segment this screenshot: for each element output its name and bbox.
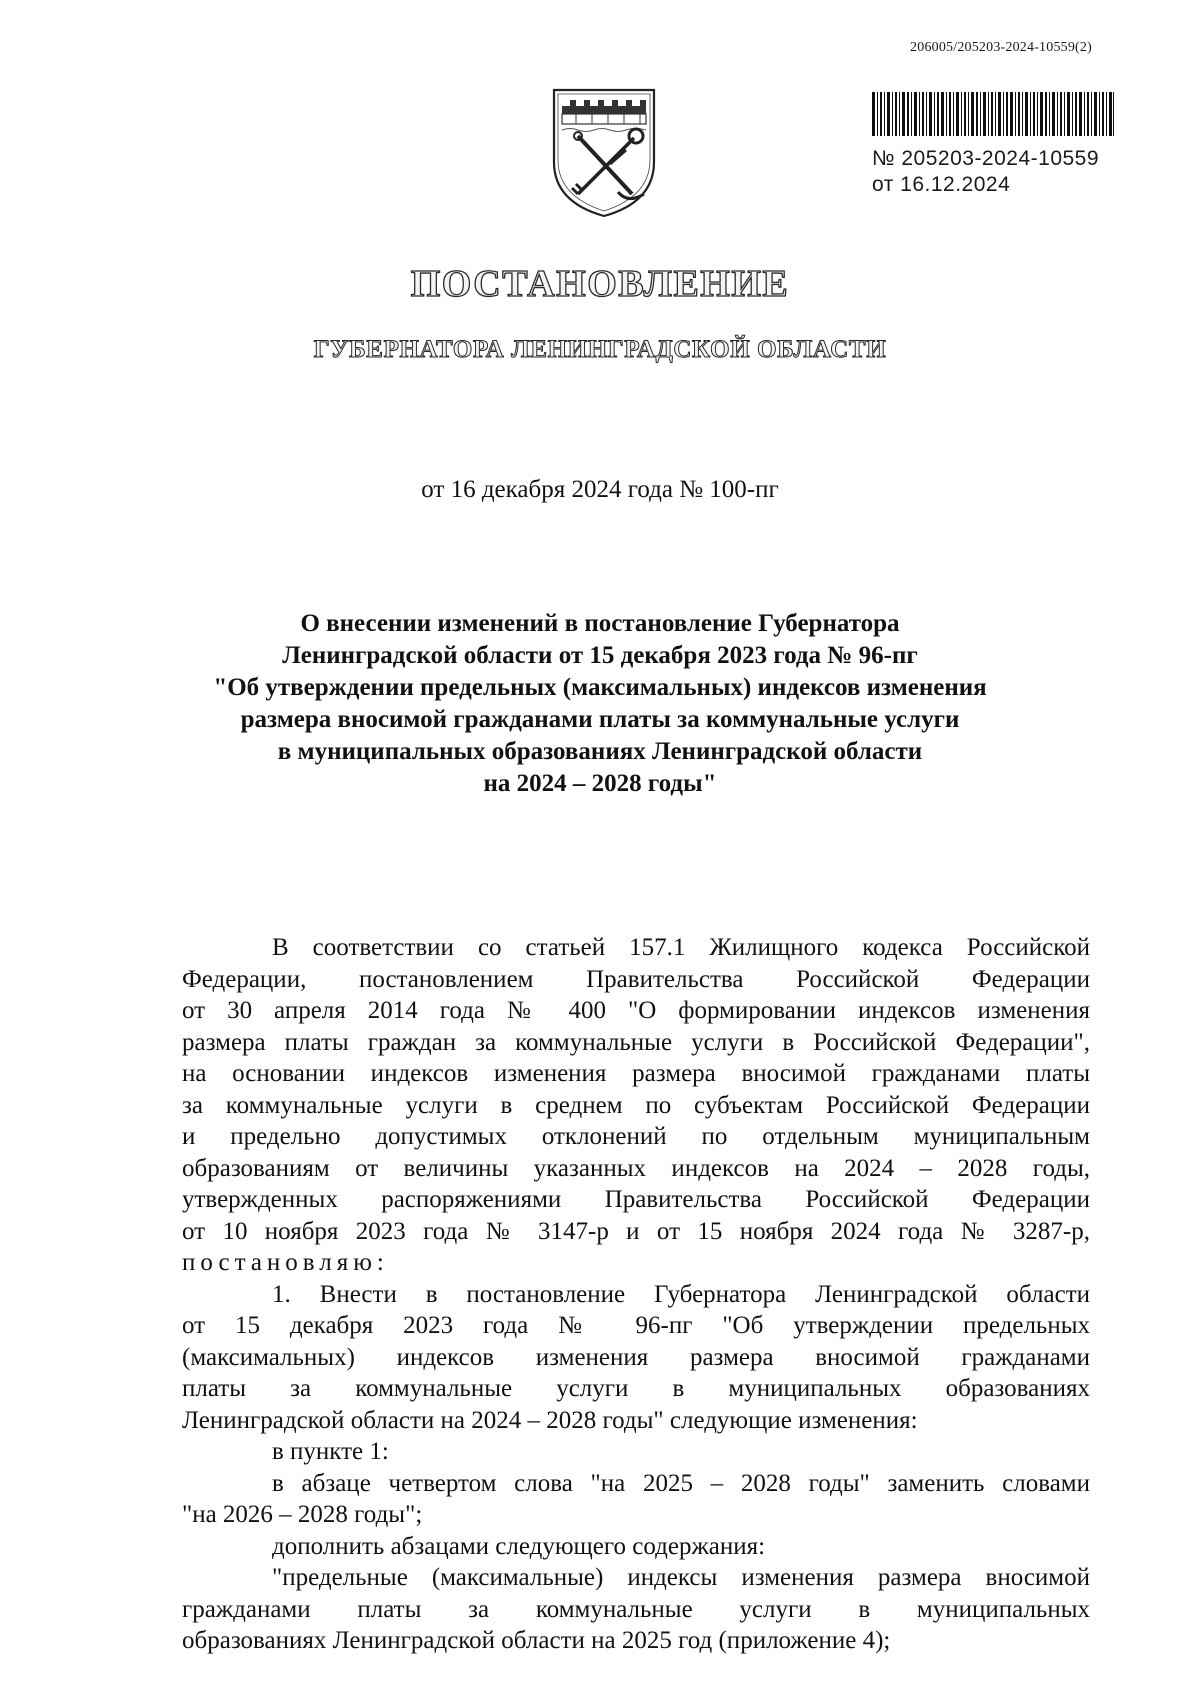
title-line: "Об утверждении предельных (максимальных) индексов изменения (213, 674, 987, 701)
title-line: на 2024 – 2028 годы" (483, 770, 717, 797)
quoted-paragraph (182, 1562, 1090, 1657)
preamble-line: за коммунальные услуги в среднем по субъектам Российской Федерации (182, 1091, 1090, 1119)
preamble-line: от 10 ноября 2023 года № 3147-р и от 15 ноября 2024 года № 3287-р, (182, 1217, 1090, 1245)
item-line: (максимальных) индексов изменения размера вносимой гражданами (182, 1343, 1090, 1371)
coat-of-arms-emblem (548, 84, 660, 220)
preamble-line: Федерации, постановлением Правительства Российской Федерации (182, 965, 1090, 993)
quote-line: гражданами платы за коммунальные услуги в муниципальных (182, 1595, 1090, 1623)
change-line: в абзаце четвертом слова "на 2025 – 2028 годы" заменить словами (272, 1469, 1090, 1497)
resolve-word: постановляю: (182, 1249, 389, 1276)
paragraph-4-change (182, 1468, 1090, 1531)
title-line: в муниципальных образованиях Ленинградской области (277, 738, 923, 765)
preamble-line: образованиям от величины указанных индексов на 2024 – 2028 годы, (182, 1154, 1090, 1182)
item-line: Ленинградской области на 2024 – 2028 годы" следующие изменения: (182, 1406, 918, 1434)
registration-date: от 16.12.2024 (872, 173, 1011, 196)
title-line: размера вносимой гражданами платы за коммунальные услуги (240, 706, 960, 733)
registration-block (872, 146, 1099, 198)
preamble-paragraph (182, 932, 1090, 1279)
item-line: платы за коммунальные услуги в муниципальных образованиях (182, 1375, 1090, 1402)
add-paragraphs-line: дополнить абзацами следующего содержания: (272, 1532, 766, 1560)
quote-line: образованиях Ленинградской области на 2025 год (приложение 4); (182, 1627, 891, 1654)
document-id: 206005/205203-2024-10559(2) (910, 40, 1092, 55)
preamble-line: В соответствии со статьей 157.1 Жилищного кодекса Российской (272, 934, 1090, 961)
preamble-line: от 30 апреля 2014 года № 400 "О формировании индексов изменения (182, 997, 1090, 1024)
in-point-1: в пункте 1: (272, 1438, 389, 1465)
item-1-paragraph (182, 1279, 1090, 1437)
document-type-heading: ПОСТАНОВЛЕНИЕ (410, 263, 790, 305)
preamble-line: на основании индексов изменения размера вносимой гражданами платы (182, 1060, 1090, 1087)
registration-number: № 205203-2024-10559 (872, 147, 1100, 170)
document-date-number: от 16 декабря 2024 года № 100-пг (421, 476, 779, 503)
title-line: О внесении изменений в постановление Губернатора (300, 610, 900, 637)
item-line: 1. Внести в постановление Губернатора Ленинградской области (272, 1280, 1090, 1308)
preamble-line: и предельно допустимых отклонений по отдельным муниципальным (182, 1123, 1090, 1150)
preamble-line: размера платы граждан за коммунальные услуги в Российской Федерации", (182, 1028, 1090, 1056)
quote-line: "предельные (максимальные) индексы изменения размера вносимой (272, 1564, 1090, 1591)
document-title (140, 608, 1060, 800)
barcode (872, 92, 1114, 136)
document-body (182, 932, 1090, 1657)
preamble-line: утвержденных распоряжениями Правительства Российской Федерации (182, 1186, 1090, 1213)
issuing-authority: ГУБЕРНАТОРА ЛЕНИНГРАДСКОЙ ОБЛАСТИ (313, 336, 887, 363)
item-line: от 15 декабря 2023 года № 96-пг "Об утверждении предельных (182, 1312, 1090, 1339)
change-line: "на 2026 – 2028 годы"; (182, 1501, 423, 1528)
title-line: Ленинградской области от 15 декабря 2023 года № 96-пг (282, 642, 918, 669)
